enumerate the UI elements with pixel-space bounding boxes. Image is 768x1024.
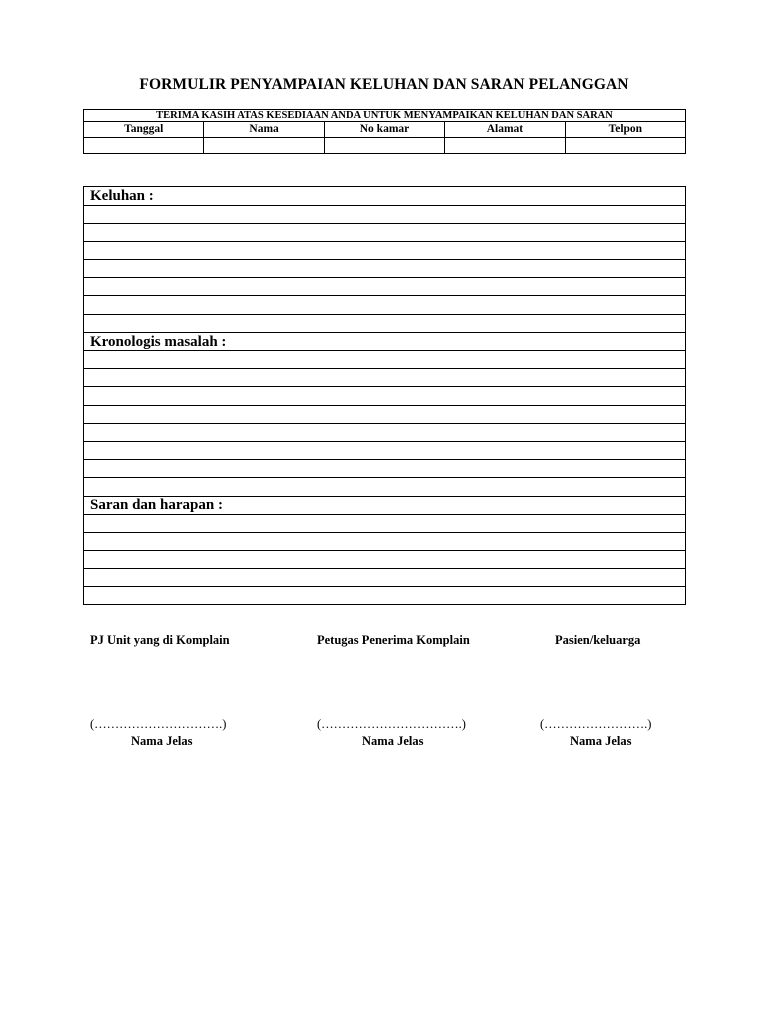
ruled-line <box>84 477 685 478</box>
tanggal-field[interactable] <box>84 138 204 153</box>
form-title: FORMULIR PENYAMPAIAN KELUHAN DAN SARAN PELANGGAN <box>139 76 629 93</box>
nama-field[interactable] <box>204 138 324 153</box>
ruled-line <box>84 332 685 333</box>
column-tanggal: Tanggal <box>84 122 204 137</box>
column-nama: Nama <box>204 122 324 137</box>
ruled-line <box>84 441 685 442</box>
thank-you-banner: TERIMA KASIH ATAS KESEDIAAN ANDA UNTUK MENYAMPAIKAN KELUHAN DAN SARAN <box>156 110 613 121</box>
ruled-line <box>84 259 685 260</box>
info-header-row <box>84 122 685 138</box>
ruled-line <box>84 368 685 369</box>
no-kamar-field[interactable] <box>325 138 445 153</box>
ruled-line <box>84 241 685 242</box>
signature-line-petugas: (…………………………….) <box>317 717 466 731</box>
nama-jelas-pasien: Nama Jelas <box>570 734 632 748</box>
complaint-table <box>83 186 686 605</box>
ruled-line <box>84 314 685 315</box>
saran-label: Saran dan harapan : <box>90 497 223 513</box>
ruled-line <box>84 386 685 387</box>
ruled-line <box>84 295 685 296</box>
alamat-field[interactable] <box>445 138 565 153</box>
ruled-line <box>84 496 685 497</box>
column-alamat: Alamat <box>445 122 565 137</box>
ruled-line <box>84 514 685 515</box>
ruled-line <box>84 550 685 551</box>
ruled-line <box>84 405 685 406</box>
signature-role-pasien: Pasien/keluarga <box>555 633 641 647</box>
column-no-kamar: No kamar <box>325 122 445 137</box>
column-telpon: Telpon <box>608 123 643 135</box>
signature-role-pj-unit: PJ Unit yang di Komplain <box>90 633 230 647</box>
telpon-field[interactable] <box>566 138 685 153</box>
ruled-line <box>84 532 685 533</box>
ruled-line <box>84 568 685 569</box>
ruled-line <box>84 223 685 224</box>
ruled-line <box>84 205 685 206</box>
nama-jelas-petugas: Nama Jelas <box>362 734 424 748</box>
ruled-line <box>84 586 685 587</box>
kronologis-label: Kronologis masalah : <box>90 334 227 350</box>
nama-jelas-pj-unit: Nama Jelas <box>131 734 193 748</box>
keluhan-label: Keluhan : <box>90 188 154 204</box>
ruled-line <box>84 277 685 278</box>
customer-info-table <box>83 109 686 154</box>
signature-line-pj-unit: (………………………….) <box>90 717 227 731</box>
signature-role-petugas: Petugas Penerima Komplain <box>317 633 470 647</box>
ruled-line <box>84 423 685 424</box>
ruled-line <box>84 350 685 351</box>
ruled-line <box>84 459 685 460</box>
info-input-row <box>84 138 685 153</box>
signature-line-pasien: (…………………….) <box>540 717 652 731</box>
